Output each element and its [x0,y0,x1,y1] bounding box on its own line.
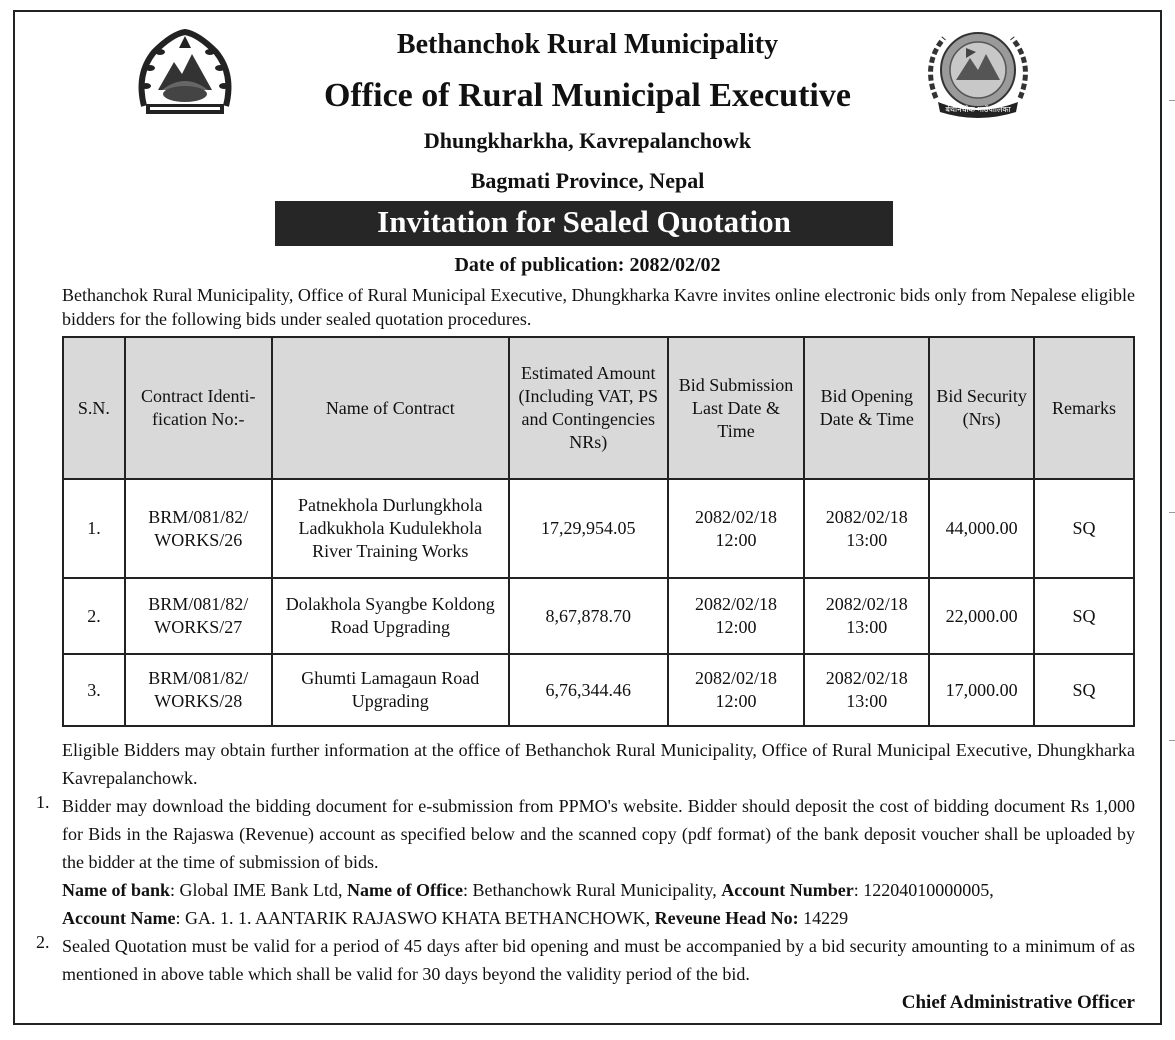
col-header-contract-id: Contract Identi-fication No:- [125,337,272,479]
opening-time: 13:00 [846,691,888,711]
cell-amount: 8,67,878.70 [509,578,668,654]
instruction-item-1: Bidder may download the bidding document for e-submission from PPMO's website. Bidder should deposit the cost of bidding document Rs 1,000 for Bids in the Rajaswa (Revenue) account as specified below and the scanned copy (pdf format) of the bank deposit voucher shall be uploaded by the bidder at the time of submission of bids. [62,796,1135,872]
table-row [63,578,1134,654]
contract-id-line: WORKS/26 [154,529,243,550]
cell-contract-name: Ghumti Lamagaun Road Upgrading [272,654,509,726]
cell-opening [804,654,929,726]
office-label: Name of Office [347,880,463,900]
col-header-sn: S.N. [63,337,125,479]
intro-paragraph: Bethanchok Rural Municipality, Office of Rural Municipal Executive, Dhungkharka Kavre invites online electronic bids only from Nepalese eligible bidders for the following bids under sealed quotation procedures. [62,285,1135,329]
opening-time: 13:00 [846,617,888,637]
cell-security: 17,000.00 [929,654,1034,726]
instruction-item-2: Sealed Quotation must be valid for a period of 45 days after bid opening and must be accompanied by a bid security amounting to a minimum of as mentioned in above table which shall be valid for 30 days beyond the validity period of the bid. [62,936,1135,984]
cell-sn: 1. [63,479,125,578]
opening-time: 13:00 [846,529,888,550]
cell-security: 22,000.00 [929,578,1034,654]
contract-id-line: WORKS/27 [154,617,243,637]
cell-remarks: SQ [1034,479,1134,578]
cell-sn: 2. [63,578,125,654]
cell-sn: 3. [63,654,125,726]
submission-date: 2082/02/18 [695,506,778,527]
contract-id-line: BRM/081/82/ [148,594,249,614]
col-header-opening: Bid Opening Date & Time [804,337,929,479]
submission-date: 2082/02/18 [695,668,778,688]
publication-date: Date of publication: 2082/02/02 [454,254,721,276]
cell-opening [804,479,929,578]
contract-id-line: BRM/081/82/ [148,668,249,688]
submission-date: 2082/02/18 [695,594,778,614]
cell-remarks: SQ [1034,578,1134,654]
province: Bagmati Province, Nepal [470,168,705,193]
contract-id-line: WORKS/28 [154,691,243,711]
opening-date: 2082/02/18 [825,668,908,688]
contract-id-line: BRM/081/82/ [148,506,249,527]
cell-submission [668,654,805,726]
signature-title: Chief Administrative Officer [901,992,1135,1013]
cell-amount: 17,29,954.05 [509,479,668,578]
list-number: 2. [36,932,50,952]
submission-time: 12:00 [715,529,757,550]
cell-security: 44,000.00 [929,479,1034,578]
office-value: : Bethanchowk Rural Municipality, [462,880,722,900]
list-number: 1. [36,792,50,812]
opening-date: 2082/02/18 [825,594,908,614]
account-name-value: : GA. 1. 1. AANTARIK RAJASWO KHATA BETHANCHOWK, [175,908,655,928]
notice-title-banner: Invitation for Sealed Quotation [275,201,893,246]
bank-value: : Global IME Bank Ltd, [170,880,347,900]
seal-text: बेथानचोक गाउँपालिका [945,105,1011,114]
office-name: Office of Rural Municipal Executive [324,77,851,114]
cell-contract-id [125,578,272,654]
cell-remarks: SQ [1034,654,1134,726]
table-header-row [63,337,1134,479]
account-number-value: : 12204010000005, [853,880,994,900]
cell-submission [668,578,805,654]
col-header-security: Bid Security (Nrs) [929,337,1034,479]
cell-contract-id [125,479,272,578]
cell-opening [804,578,929,654]
account-name-label: Account Name [62,908,176,928]
col-header-submission: Bid Submission Last Date & Time [668,337,805,479]
col-header-remarks: Remarks [1034,337,1134,479]
bank-details [62,876,1135,932]
cell-amount: 6,76,344.46 [509,654,668,726]
municipality-name: Bethanchok Rural Municipality [396,29,779,60]
bid-table [62,336,1135,727]
revenue-head-label: Reveune Head No: [654,908,799,928]
office-location: Dhungkharkha, Kavrepalanchowk [423,128,752,153]
eligible-bidders-paragraph: Eligible Bidders may obtain further information at the office of Bethanchok Rural Municipality, Office of Rural Municipal Executive, Dhungkharka Kavrepalanchowk. [62,740,1135,788]
margin-mark [1169,740,1175,741]
revenue-head-value: 14229 [798,908,849,928]
account-number-label: Account Number [721,880,854,900]
table-row [63,479,1134,578]
opening-date: 2082/02/18 [825,506,908,527]
submission-time: 12:00 [715,691,757,711]
table-row [63,654,1134,726]
col-header-contract-name: Name of Contract [272,337,509,479]
cell-submission [668,479,805,578]
margin-mark [1169,512,1175,513]
bank-label: Name of bank [62,880,171,900]
cell-contract-name: Patnekhola Durlungkhola Ladkukhola Kudulekhola River Training Works [272,479,509,578]
cell-contract-name: Dolakhola Syangbe Koldong Road Upgrading [272,578,509,654]
col-header-estimated-amount: Estimated Amount (Including VAT, PS and Contingencies NRs) [509,337,668,479]
submission-time: 12:00 [715,617,757,637]
cell-contract-id [125,654,272,726]
